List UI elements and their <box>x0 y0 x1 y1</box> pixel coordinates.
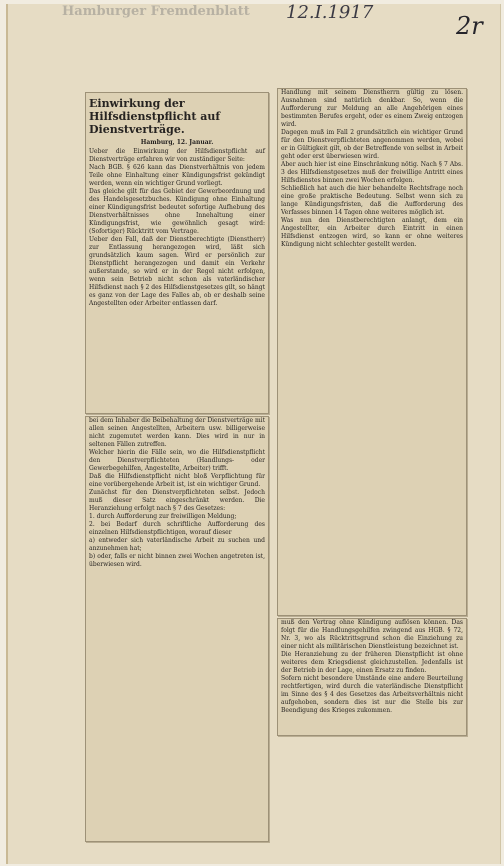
paragraph: Daß die Hilfsdienstpflicht nicht bloß Verpflichtung für eine vorübergehende Arbeit ist, ist ein wichtiger Grund. <box>89 473 265 488</box>
paragraph: Schließlich hat auch die hier behandelte Rechtsfrage noch eine große praktische Bedeutung. Selbst wenn sich zu lange Kündigungsfristen, daß die Aufforderung des Verfasses binnen 14 Tagen ohne weiteres möglich ist. <box>281 185 463 216</box>
clipping-col1-bottom <box>85 416 269 842</box>
paragraph: Zunächst für den Dienstverpflichteten selbst. Jedoch muß dieser Satz eingeschränkt werden. Die Heranziehung erfolgt nach § 7 des Gesetzes: <box>89 489 265 512</box>
clipping-col1-top <box>85 92 269 414</box>
paragraph: b) oder, falls er nicht binnen zwei Wochen angetreten ist, überwiesen wird. <box>89 553 265 568</box>
handwritten-date: 12.I.1917 <box>286 2 374 23</box>
paragraph: Ueber den Fall, daß der Dienstberechtigte (Dienstherr) zur Entlassung herangezogen wird, läßt sich grundsätzlich kaum sagen. Wird er persönlich zur Dienstpflicht herangezogen und damit ein Verkehr außerstande, so wird er in der Regel nicht erfolgen, wenn sein Betrieb nicht schon als vaterländischer Hilfsdienst nach § 2 des Hilfsdienstgesetzes gilt, so hängt es ganz von der Lage des Falles ab, ob er deshalb seine Angestellten oder Arbeiter entlassen darf. <box>89 236 265 307</box>
paragraph: Ueber die Einwirkung der Hilfsdienstpflicht auf Dienstverträge erfahren wir von zuständiger Seite: <box>89 148 265 163</box>
paragraph: 2. bei Bedarf durch schriftliche Aufforderung des einzelnen Hilfsdienstpflichtigen, worauf dieser <box>89 521 265 536</box>
paragraph: Die Heranziehung zu der früheren Dienstpflicht ist ohne weiteres dem Kriegsdienst gleichzustellen. Jedenfalls ist der Betrieb in der Lage, einen Ersatz zu finden. <box>281 651 463 674</box>
clipping-col2-bottom <box>277 618 467 736</box>
paragraph: Dagegen muß im Fall 2 grundsätzlich ein wichtiger Grund für den Dienstverpflichteten angenommen werden, wobei er in Gültigkeit gilt, ob der Betreffende von selbst in Arbeit geht oder erst überwiesen wird. <box>281 129 463 160</box>
newspaper-masthead: Hamburger Fremdenblatt <box>62 4 250 19</box>
paragraph: Welcher hierin die Fälle sein, wo die Hilfsdienstpflicht den Dienstverpflichteten (Handlungs- oder Gewerbegehilfen, Angestellte, Arbeiter) trifft. <box>89 449 265 472</box>
paragraph: Handlung mit seinem Dienstherrn gültig zu lösen. Ausnahmen sind natürlich denkbar. So, wenn die Aufforderung zur Meldung an alle Angehörigen eines bestimmten Berufes ergeht, oder es einem Zweig entzogen wird. <box>281 89 463 128</box>
paragraph: Nach BGB. § 626 kann das Dienstverhältnis von jedem Teile ohne Einhaltung einer Kündigungsfrist gekündigt werden, wenn ein wichtiger Grund vorliegt. <box>89 164 265 187</box>
handwritten-page-number: 2r <box>456 12 483 40</box>
paragraph: bei dem Inhaber die Beibehaltung der Dienstverträge mit allen seinen Angestellten, Arbeitern usw. billigerweise nicht zugemutet werden kann. Dies wird in nur in seltenen Fällen zutreffen. <box>89 417 265 448</box>
clipping-col2-top <box>277 88 467 616</box>
paragraph: 1. durch Aufforderung zur freiwilligen Meldung; <box>89 513 237 520</box>
article-title: Einwirkung der Hilfsdienstpflicht auf Dienstverträge. <box>89 97 221 136</box>
paragraph: Sofern nicht besondere Umstände eine andere Beurteilung rechtfertigen, wird durch die vaterländische Dienstpflicht im Sinne des § 4 des Gesetzes das Arbeitsverhältnis nicht aufgehoben, sondern dies ist nur die Stelle bis zur Beendigung des Krieges zukommen. <box>281 675 463 714</box>
paragraph: Was nun den Dienstberechtigten anlangt, dem ein Angestellter, ein Arbeiter durch Eintritt in einen Hilfsdienst entzogen wird, so kann er ohne weiteres Kündigung nicht schlechter gestellt werden. <box>281 217 463 248</box>
paragraph: muß den Vertrag ohne Kündigung auflösen können. Das folgt für die Handlungsgehilfen zwingend aus HGB. § 72, Nr. 3, wo als Rücktrittsgrund schon die Einziehung zu einer nicht als militärischen Dienstleistung bezeichnet ist. <box>281 619 463 650</box>
paragraph: Aber auch hier ist eine Einschränkung nötig. Nach § 7 Abs. 3 des Hilfsdienstgesetzes muß der freiwillige Antritt eines Hilfsdienstes binnen zwei Wochen erfolgen. <box>281 161 463 184</box>
paragraph: Das gleiche gilt für das Gebiet der Gewerbeordnung und des Handelsgesetzbuches. Kündigung ohne Einhaltung einer Kündigungsfrist bedeutet sofortige Aufhebung des Dienstverhältnisses ohne Innehaltung einer Kündigungsfrist, wie gewöhnlich gesagt wird: (Sofortiger) Rücktritt vom Vertrage. <box>89 188 265 235</box>
article-dateline: Hamburg, 12. Januar. <box>140 139 214 146</box>
paragraph: a) entweder sich vaterländische Arbeit zu suchen und anzunehmen hat; <box>89 537 265 552</box>
